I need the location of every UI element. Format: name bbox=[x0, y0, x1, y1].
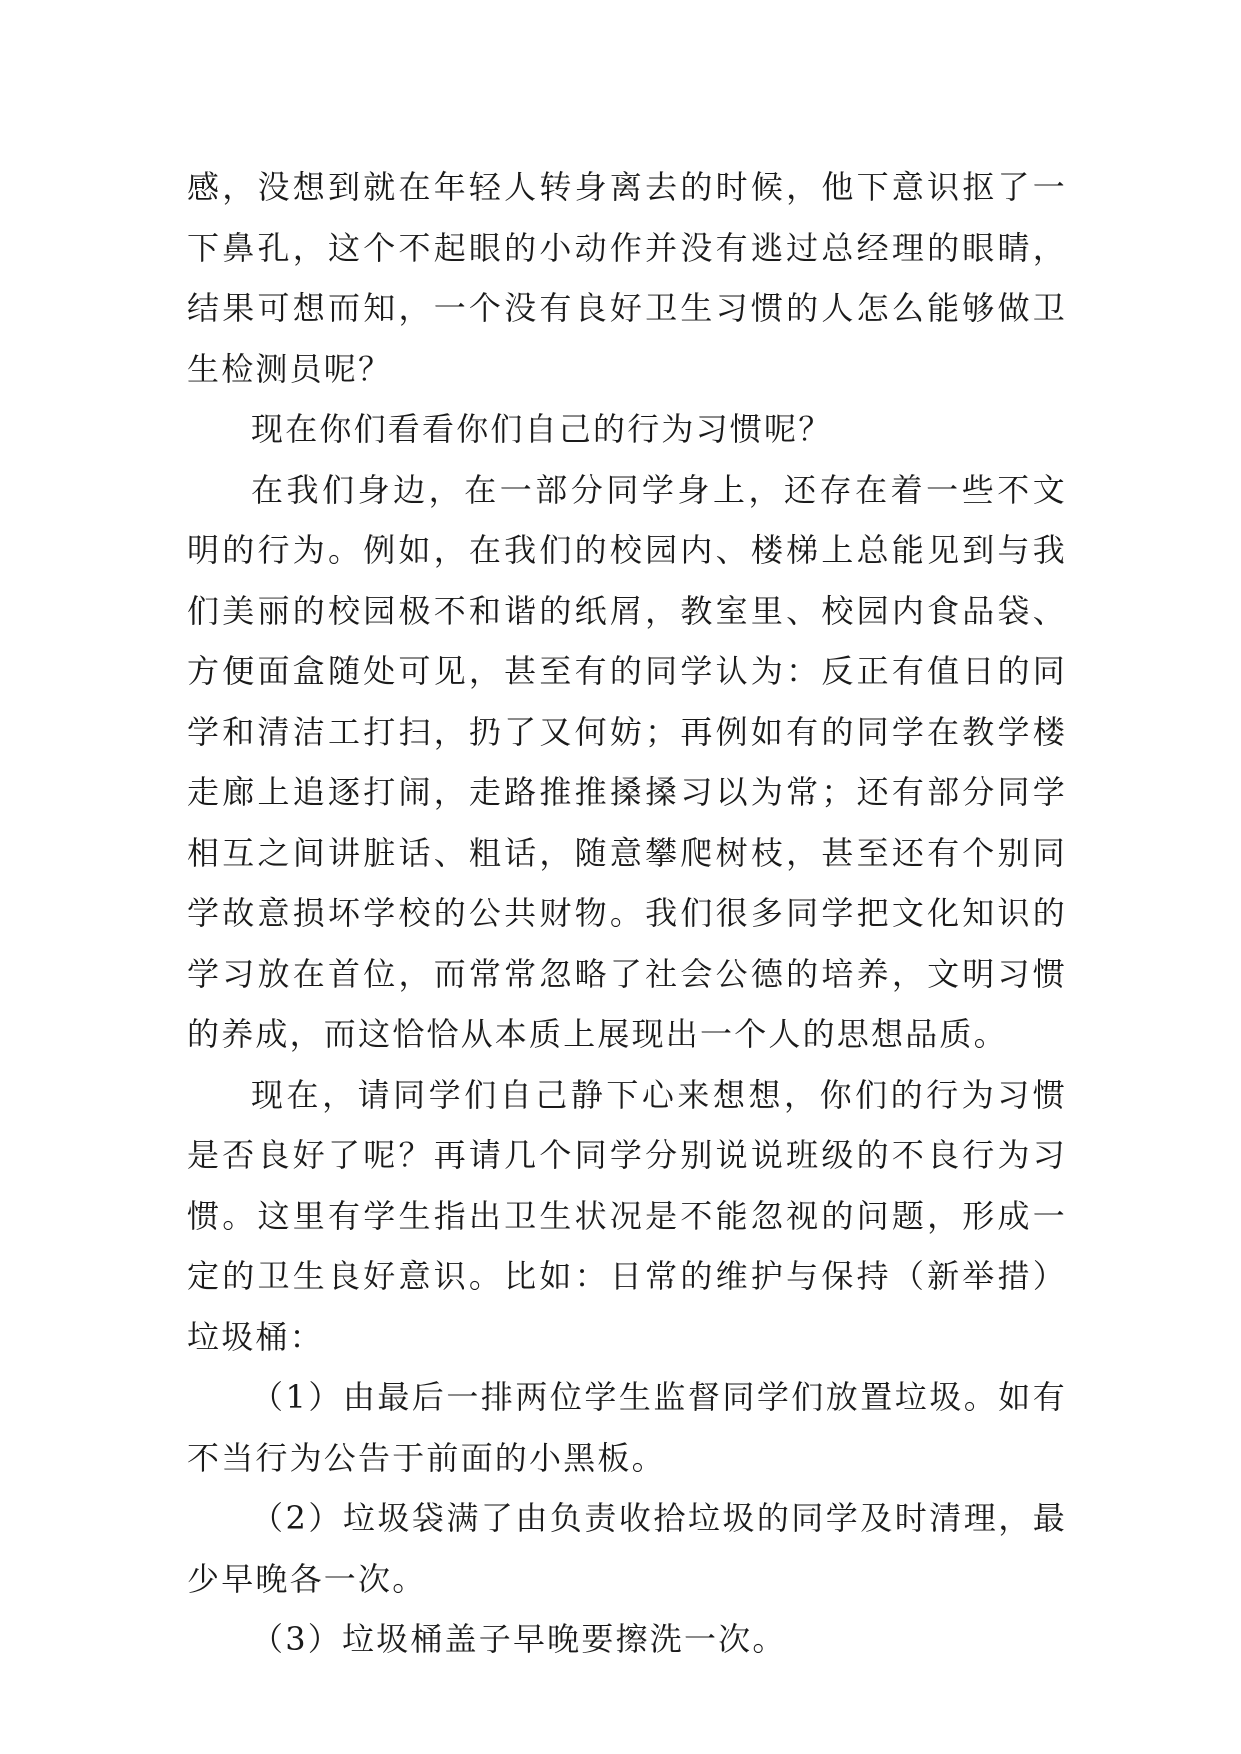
paragraph-continuation: 感，没想到就在年轻人转身离去的时候，他下意识抠了一下鼻孔，这个不起眼的小动作并没有逃过总经理的眼睛，结果可想而知，一个没有良好卫生习惯的人怎么能够做卫生检测员呢？ bbox=[187, 168, 1067, 388]
paragraph-question: 现在你们看看你们自己的行为习惯呢？ bbox=[251, 410, 833, 448]
document-body bbox=[187, 157, 1067, 1670]
paragraph-reflection: 现在，请同学们自己静下心来想想，你们的行为习惯是否良好了呢？再请几个同学分别说说班级的不良行为习惯。这里有学生指出卫生状况是不能忽视的问题，形成一定的卫生良好意识。比如：日常的维护与保持（新举措）垃圾桶： bbox=[187, 1075, 1067, 1356]
list-item-1: （1）由最后一排两位学生监督同学们放置垃圾。如有不当行为公告于前面的小黑板。 bbox=[187, 1378, 1067, 1477]
list-item-3: （3）垃圾桶盖子早晚要擦洗一次。 bbox=[251, 1620, 787, 1658]
paragraph-uncivil-behavior: 在我们身边，在一部分同学身上，还存在着一些不文明的行为。例如，在我们的校园内、楼梯上总能见到与我们美丽的校园极不和谐的纸屑，教室里、校园内食品袋、方便面盒随处可见，甚至有的同学认为：反正有值日的同学和清洁工打扫，扔了又何妨；再例如有的同学在教学楼走廊上追逐打闹，走路推推搡搡习以为常；还有部分同学相互之间讲脏话、粗话，随意攀爬树枝，甚至还有个别同学故意损坏学校的公共财物。我们很多同学把文化知识的学习放在首位，而常常忽略了社会公德的培养，文明习惯的养成，而这恰恰从本质上展现出一个人的思想品质。 bbox=[187, 470, 1067, 1053]
list-item-2: （2）垃圾袋满了由负责收拾垃圾的同学及时清理，最少早晚各一次。 bbox=[187, 1499, 1067, 1598]
